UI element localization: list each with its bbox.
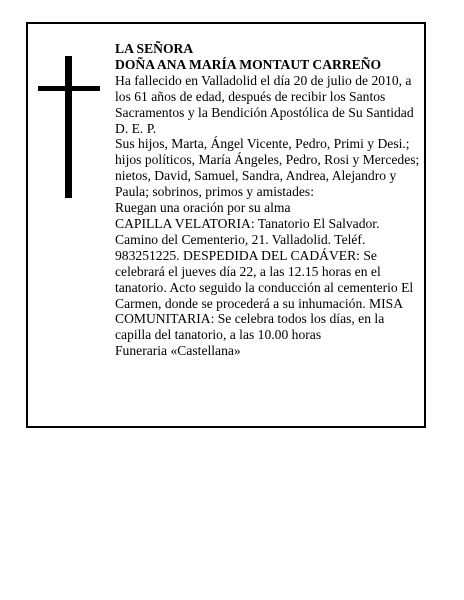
- prayer-request: Ruegan una oración por su alma: [115, 200, 291, 216]
- cross-icon: [38, 56, 100, 198]
- funeral-home: Funeraria «Castellana»: [115, 343, 241, 359]
- obituary-text: [115, 41, 421, 359]
- cross-horizontal-bar: [38, 86, 100, 91]
- obituary-notice: [26, 22, 426, 428]
- cross-vertical-bar: [65, 56, 72, 198]
- title-line-1: LA SEÑORA: [115, 41, 194, 56]
- deceased-name: DOÑA ANA MARÍA MONTAUT CARREÑO: [115, 56, 382, 72]
- family-list: Sus hijos, Marta, Ángel Vicente, Pedro, Primi y Desi.; hijos políticos, María Ángeles, Pedro, Rosi y Mercedes; nietos, David, Samuel, Sandra, Andrea, Alejandro y Paula; sobrinos, primos y amistades:: [115, 136, 420, 200]
- chapel-info: CAPILLA VELATORIA: Tanatorio El Salvador. Camino del Cementerio, 21. Valladolid. Teléf. 983251225. DESPEDIDA DEL CADÁVER: Se celebrará el jueves día 22, a las 12.15 horas en el tanatorio. Acto seguido la conducción al cementerio El Carmen, donde se procederá a su inhumación. MISA COMUNITARIA: Se celebra todos los días, en la capilla del tanatorio, a las 10.00 horas: [115, 215, 414, 343]
- death-announcement: Ha fallecido en Valladolid el día 20 de julio de 2010, a los 61 años de edad, después de recibir los Santos Sacramentos y la Bendición Apostólica de Su Santidad D. E. P.: [115, 72, 414, 136]
